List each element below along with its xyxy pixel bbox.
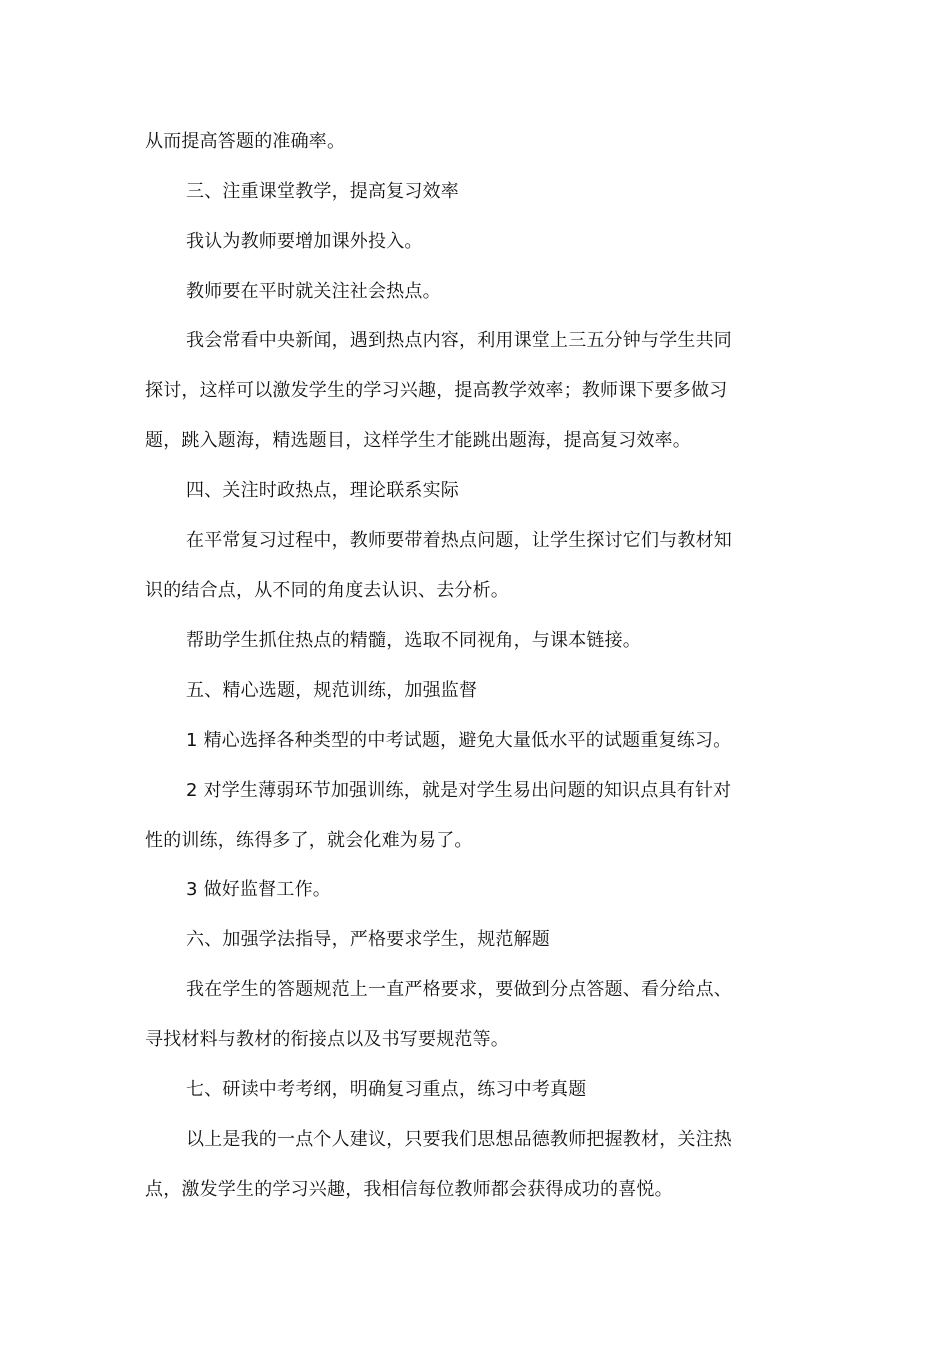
text-line: 题，跳入题海，精选题目，这样学生才能跳出题海，提高复习效率。	[145, 430, 691, 451]
text-line: 帮助学生抓住热点的精髓，选取不同视角，与课本链接。	[186, 630, 641, 651]
text-line: 探讨，这样可以激发学生的学习兴趣，提高教学效率；教师课下要多做习	[145, 380, 728, 401]
text-line: 识的结合点，从不同的角度去认识、去分析。	[145, 580, 509, 601]
text-line: 从而提高答题的准确率。	[145, 131, 346, 152]
text-line: 在平常复习过程中，教师要带着热点问题，让学生探讨它们与教材知	[186, 530, 732, 551]
list-item: 2 对学生薄弱环节加强训练，就是对学生易出问题的知识点具有针对	[186, 780, 732, 801]
text-line: 我在学生的答题规范上一直严格要求，要做到分点答题、看分给点、	[186, 979, 732, 1000]
section-heading: 六、加强学法指导，严格要求学生，规范解题	[186, 929, 550, 950]
text-line: 点，激发学生的学习兴趣，我相信每位教师都会获得成功的喜悦。	[145, 1179, 673, 1200]
list-item: 3 做好监督工作。	[186, 879, 331, 900]
text-line: 以上是我的一点个人建议，只要我们思想品德教师把握教材，关注热	[186, 1129, 732, 1150]
section-heading: 四、关注时政热点，理论联系实际	[186, 480, 459, 501]
text-line: 我认为教师要增加课外投入。	[186, 231, 423, 252]
text-line: 教师要在平时就关注社会热点。	[186, 281, 441, 302]
text-line: 寻找材料与教材的衔接点以及书写要规范等。	[145, 1029, 509, 1050]
section-heading: 五、精心选题，规范训练，加强监督	[186, 680, 478, 701]
section-heading: 七、研读中考考纲，明确复习重点，练习中考真题	[186, 1079, 587, 1100]
text-line: 性的训练，练得多了，就会化难为易了。	[145, 830, 473, 851]
section-heading: 三、注重课堂教学，提高复习效率	[186, 181, 459, 202]
list-item: 1 精心选择各种类型的中考试题，避免大量低水平的试题重复练习。	[186, 730, 732, 751]
text-line: 我会常看中央新闻，遇到热点内容，利用课堂上三五分钟与学生共同	[186, 330, 732, 351]
